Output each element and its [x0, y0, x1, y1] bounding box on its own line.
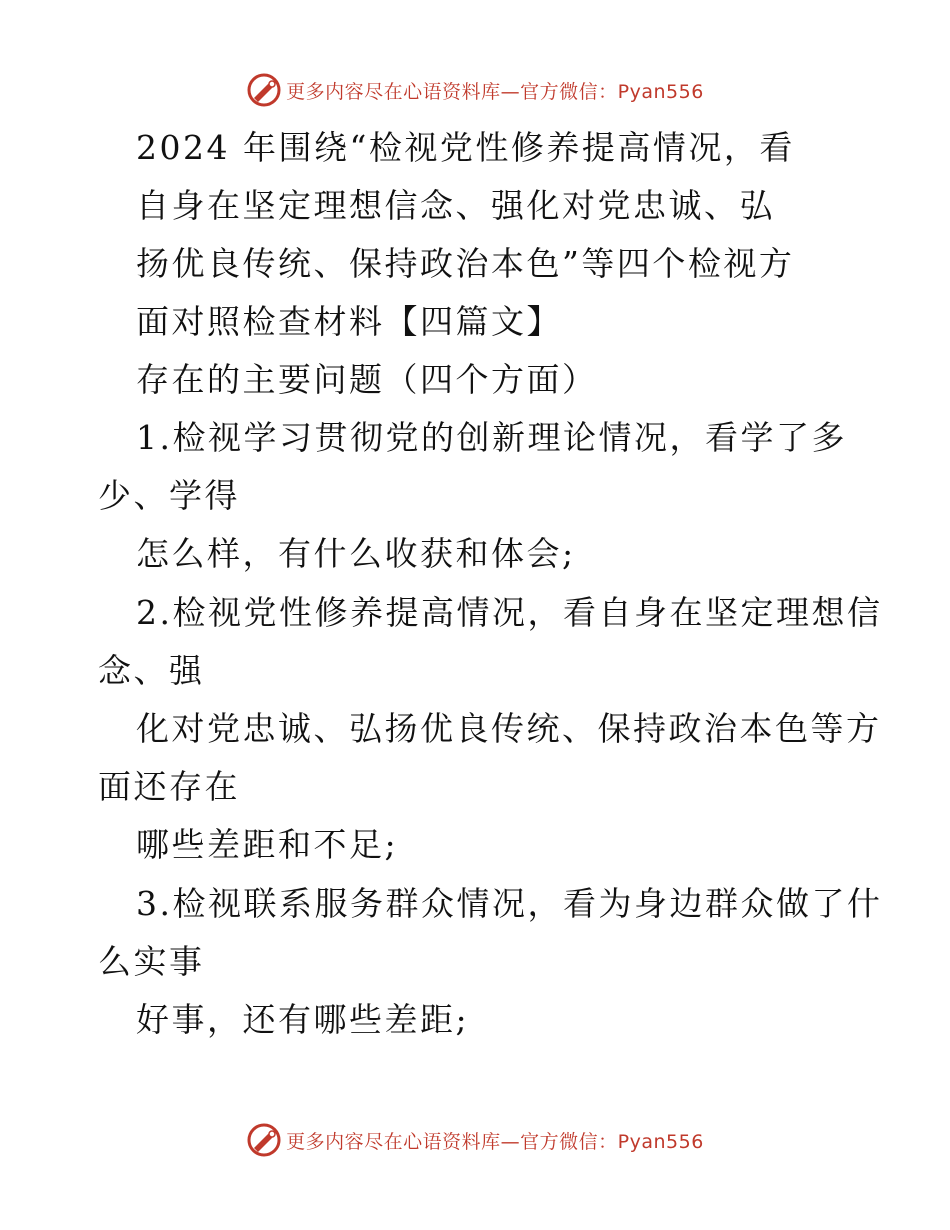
body-line: 3.检视联系服务群众情况，看为身边群众做了什	[136, 884, 883, 923]
footer-banner-text: 更多内容尽在心语资料库—官方微信：Pyan556	[286, 1130, 704, 1153]
body-line: 怎么样，有什么收获和体会;	[136, 534, 576, 573]
brand-logo-icon	[246, 72, 282, 108]
section-heading: 存在的主要问题（四个方面）	[136, 360, 598, 399]
footer-banner	[0, 1120, 950, 1160]
title-line-2: 自身在坚定理想信念、强化对党忠诚、弘	[136, 186, 775, 225]
body-line: 2.检视党性修养提高情况，看自身在坚定理想信	[136, 593, 883, 632]
brand-logo-icon	[246, 1122, 282, 1158]
header-banner-text: 更多内容尽在心语资料库—官方微信：Pyan556	[286, 80, 704, 103]
title-line-4: 面对照检查材料【四篇文】	[136, 302, 562, 341]
body-line: 么实事	[98, 942, 205, 981]
title-line-3: 扬优良传统、保持政治本色”等四个检视方	[136, 244, 795, 283]
body-line: 念、强	[98, 651, 205, 690]
title-line-1: 2024 年围绕“检视党性修养提高情况，看	[136, 128, 795, 167]
body-line: 哪些差距和不足;	[136, 825, 399, 864]
body-line: 面还存在	[98, 767, 240, 806]
header-banner	[0, 70, 950, 110]
body-line: 1.检视学习贯彻党的创新理论情况，看学了多	[136, 418, 847, 457]
body-line: 少、学得	[98, 476, 240, 515]
body-line: 化对党忠诚、弘扬优良传统、保持政治本色等方	[136, 709, 882, 748]
body-line: 好事，还有哪些差距;	[136, 1000, 470, 1039]
